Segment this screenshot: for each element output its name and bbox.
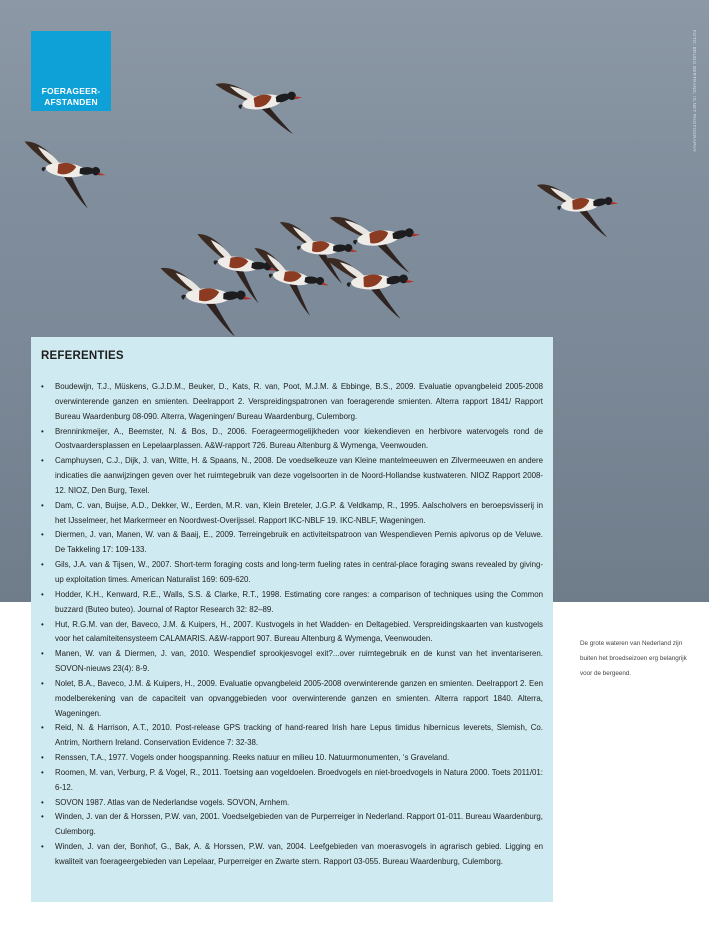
references-heading: REFERENTIES <box>41 350 124 362</box>
bullet: • <box>41 723 44 733</box>
bullet: • <box>41 560 44 570</box>
bullet: • <box>41 500 44 510</box>
bullet: • <box>41 753 44 763</box>
reference-item: • Winden, J. van der, Bonhof, G., Bak, A. & Horssen, P.W. van, 2004. Leefgebieden van moerasvogels in agrarisch gebied. Ligging en kwaliteit van foerageergebieden van Lepelaar, Purperreiger en Zwarte stern. Rapport 03-055. Bureau Waardenburg, Culemborg. <box>41 842 543 866</box>
bullet: • <box>41 619 44 629</box>
references-list <box>41 380 543 870</box>
bullet: • <box>41 797 44 807</box>
reference-item: • Hodder, K.H., Kenward, R.E., Walls, S.S. & Clarke, R.T., 1998. Estimating core ranges: a comparison of techniques using the Common buzzard (Buteo buteo). Journal of Raptor Research 32: 82–89. <box>41 589 543 614</box>
reference-item: • Renssen, T.A., 1977. Vogels onder hoogspanning. Reeks natuur en milieu 10. Natuurmonumenten, ‘s Graveland. <box>41 751 543 766</box>
bullet: • <box>41 382 44 391</box>
photo-credit <box>685 30 697 160</box>
section-label: FOERAGEER- AFSTANDEN <box>41 86 101 107</box>
reference-item: • Gils, J.A. van & Tijsen, W., 2007. Short-term foraging costs and long-term fueling rates in central-place foraging swans revealed by giving-up exploitation times. American Naturalist 169: 609-620. <box>41 560 543 584</box>
bullet: • <box>41 530 44 540</box>
photo-credit-text: FOTO: BRUNO BERTRAND, IS.NET PHOTOGRAPHY <box>692 30 697 153</box>
reference-item: • Nolet, B.A., Baveco, J.M. & Kuipers, H., 2009. Evaluatie opvangbeleid 2005-2008 overwinterende ganzen en smienten. Deelrapport 2. Een modelberekening van de capaciteit van opvanggebieden voor overwinterende ganzen en smienten. Alterra rapport 1840. Alterra, Wageningen. <box>41 678 543 718</box>
photo-caption: De grote wateren van Nederland zijn buiten het broedseizoen erg belangrijk voor de bergeend. <box>580 640 687 677</box>
reference-item: • Camphuysen, C.J., Dijk, J. van, Witte, H. & Spaans, N., 2008. De voedselkeuze van Kleine mantelmeeuwen en Zilvermeeuwen en andere indicaties die aanwijzingen geven over het ruimtegebruik van deze vogelsoorten in de Noord-Hollandse kustwateren. NIOZ Rapport 2008-12. NIOZ, Den Burg, Texel. <box>41 456 543 495</box>
reference-item: • Dam, C. van, Buijse, A.D., Dekker, W., Eerden, M.R. van, Klein Breteler, J.G.P. & Veldkamp, R., 1995. Aalscholvers en beroepsvisserij in het IJsselmeer, het Markermeer en Noordwest-Overijssel. Rapport IKC-NBLF 19. IKC-NBLF, Wageningen. <box>41 500 543 525</box>
bullet: • <box>41 767 44 777</box>
reference-item: • Winden, J. van der & Horssen, P.W. van, 2001. Voedselgebieden van de Purperreiger in Nederland. Rapport 01-011. Bureau Waardenburg, Culemborg. <box>41 812 543 837</box>
bullet: • <box>41 678 44 688</box>
bullet: • <box>41 456 44 466</box>
bullet: • <box>41 842 44 852</box>
bullet: • <box>41 426 44 436</box>
section-label-box <box>31 31 111 111</box>
reference-item: • Boudewijn, T.J., Müskens, G.J.D.M., Beuker, D., Kats, R. van, Poot, M.J.M. & Ebbinge, B.S., 2009. Evaluatie opvangbeleid 2005-2008 overwinterende ganzen en smienten. Deelrapport 2. Verspreidingspatronen van foeragerende smienten. Alterra rapport 1841/ Rapport Bureau Waardenburg 08-090. Alterra, Wageningen/ Bureau Waardenburg, Culemborg. <box>41 382 543 421</box>
reference-item: • SOVON 1987. Atlas van de Nederlandse vogels. SOVON, Arnhem. <box>41 796 543 811</box>
references-panel <box>31 337 553 902</box>
reference-item: • Hut, R.G.M. van der, Baveco, J.M. & Kuipers, H., 2007. Kustvogels in het Wadden- en Deltagebied. Verspreidingskaarten van kustvogels voor het calamiteitensysteem CALAMARIS. A&W-rapport 907. Bureau Altenburg & Wymenga, Veenwouden. <box>41 619 543 644</box>
bullet: • <box>41 649 44 659</box>
reference-item: • Brenninkmeijer, A., Beemster, N. & Bos, D., 2006. Foerageermogelijkheden voor kiekendieven en herbivore watervogels rond de Oostvaardersplassen en Lepelaarplassen. A&W-rapport 726. Bureau Altenburg & Wymenga, Veenwouden. <box>41 426 543 451</box>
bullet: • <box>41 812 44 822</box>
reference-item: • Diermen, J. van, Manen, W. van & Baaij, E., 2009. Terreingebruik en activiteitspatroon van Wespendieven Pernis apivorus op de Veluwe. De Takkeling 17: 109-133. <box>41 530 543 555</box>
reference-item: • Reid, N. & Harrison, A.T., 2010. Post-release GPS tracking of hand-reared Irish hare Lepus timidus hibernicus leverets, Slemish, Co. Antrim, Northern Ireland. Conservation Evidence 7: 32-38. <box>41 723 543 748</box>
reference-item: • Roomen, M. van, Verburg, P. & Vogel, R., 2011. Toetsing aan vogeldoelen. Broedvogels en niet-broedvogels in Natura 2000. Toets 2011/01: 6-12. <box>41 767 543 792</box>
reference-item: • Manen, W. van & Diermen, J. van, 2010. Wespendief sprookjesvogel exit?...over ruimtegebruik en de kunst van het inventariseren. SOVON-nieuws 23(4): 8-9. <box>41 649 543 674</box>
bullet: • <box>41 589 44 599</box>
